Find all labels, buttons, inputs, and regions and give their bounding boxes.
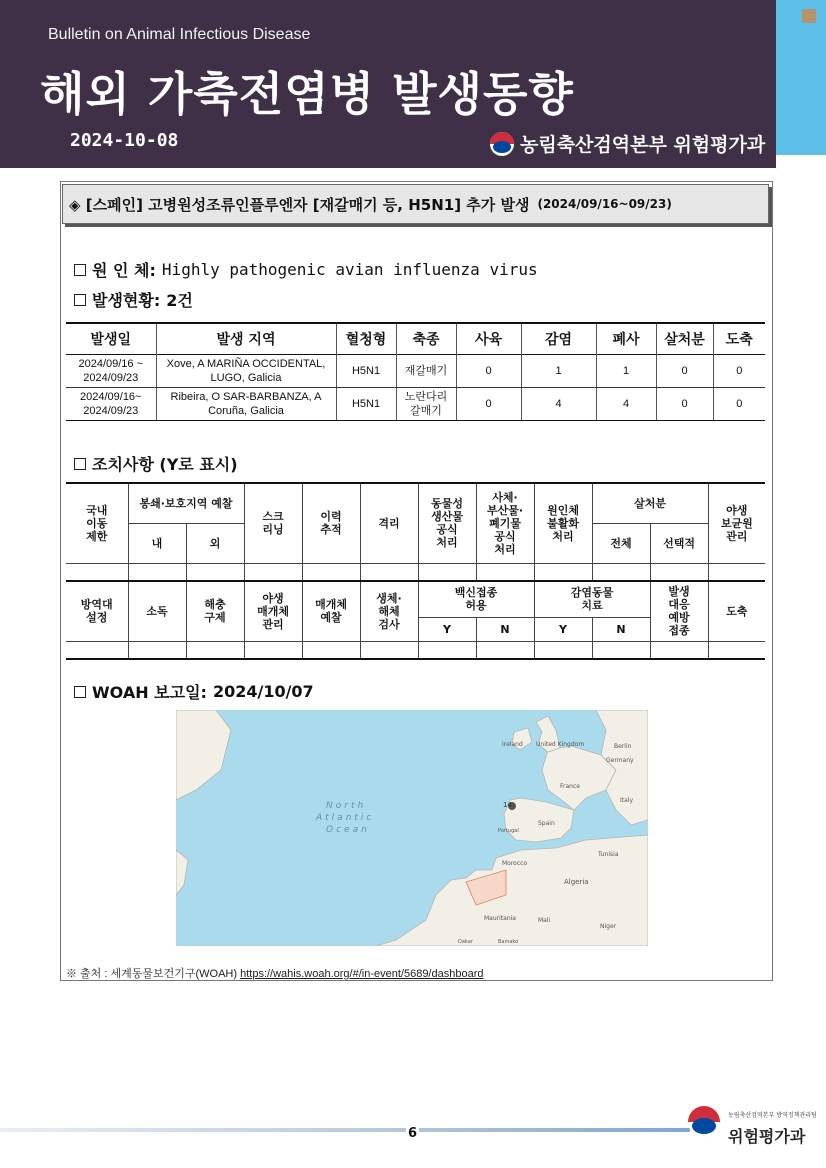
section-period: (2024/09/16~09/23) [537, 197, 672, 211]
value-cell [418, 641, 476, 659]
cell-slaughter: 0 [713, 388, 765, 421]
value-cell [708, 563, 765, 581]
checkbox-square-icon [74, 264, 86, 276]
checkbox-square-icon [74, 686, 86, 698]
map-graphic [176, 710, 648, 946]
measure-zone-out: 외 [186, 523, 244, 563]
table-header-row [66, 323, 765, 355]
value-cell [244, 641, 302, 659]
value-cell [66, 641, 128, 659]
source-prefix: ※ 출처 : 세계동물보건기구(WOAH) [66, 968, 238, 980]
pathogen-line [74, 258, 538, 281]
cell-date: 2024/09/16 ~ 2024/09/23 [66, 355, 156, 388]
measure-culling: 살처분 [592, 483, 708, 523]
col-header: 감염 [521, 323, 596, 355]
col-header: 발생 지역 [156, 323, 336, 355]
col-header: 사육 [456, 323, 521, 355]
country-label: Portugal [498, 828, 519, 834]
bulletin-label: Bulletin on Animal Infectious Disease [48, 26, 311, 43]
pathogen-label: 원 인 체: [92, 261, 156, 280]
value-cell [302, 563, 360, 581]
org-label [490, 130, 765, 157]
section-title [62, 184, 769, 224]
measure-disinfect: 소독 [128, 581, 186, 641]
outbreak-map[interactable] [176, 710, 648, 946]
status-label: 발생현황: [92, 291, 161, 310]
cell-serotype: H5N1 [336, 355, 396, 388]
vaccine-n: N [476, 617, 534, 641]
country-label: Spain [538, 820, 555, 827]
country-label: Mali [538, 917, 551, 924]
status-line [74, 288, 193, 311]
country-label: Morocco [502, 860, 528, 867]
col-header: 발생일 [66, 323, 156, 355]
cell-infected: 1 [521, 355, 596, 388]
cell-location: Xove, A MARIÑA OCCIDENTAL, LUGO, Galicia [156, 355, 336, 388]
cell-slaughter: 0 [713, 355, 765, 388]
report-date: 2024-10-08 [70, 130, 179, 151]
treatment-n: N [592, 617, 650, 641]
ocean-label-1: North [326, 801, 367, 811]
cell-location: Ribeira, O SAR-BARBANZA, A Coruña, Galicia [156, 388, 336, 421]
cell-infected: 4 [521, 388, 596, 421]
value-cell [476, 641, 534, 659]
page-number: 6 [408, 1126, 418, 1141]
taegeuk-emblem-icon [490, 132, 514, 156]
measures-line [74, 452, 238, 475]
cell-culled: 0 [656, 388, 713, 421]
measure-treatment: 감염동물 치료 [534, 581, 650, 617]
cell-serotype: H5N1 [336, 388, 396, 421]
country-label: Mauritania [484, 915, 516, 922]
outbreak-table [66, 322, 765, 421]
source-note [66, 965, 483, 981]
status-value: 2건 [166, 291, 193, 310]
cell-date: 2024/09/16~ 2024/09/23 [66, 388, 156, 421]
cell-dead: 4 [596, 388, 656, 421]
measure-vector-surv: 매개체 예찰 [302, 581, 360, 641]
vaccine-y: Y [418, 617, 476, 641]
measure-wild-vector: 야생 매개체 관리 [244, 581, 302, 641]
cell-culled: 0 [656, 355, 713, 388]
measure-prevent: 발생 대응 예방 접종 [650, 581, 708, 641]
value-cell [244, 563, 302, 581]
measure-screening: 스크 리닝 [244, 483, 302, 563]
value-cell [534, 563, 592, 581]
woah-line [74, 680, 314, 703]
col-header: 도축 [713, 323, 765, 355]
value-cell [66, 563, 128, 581]
measures-value-row [66, 641, 765, 659]
value-cell [476, 563, 534, 581]
value-cell [302, 641, 360, 659]
country-label: Ireland [502, 741, 523, 748]
country-label: Niger [600, 923, 617, 930]
footer-dept: 위험평가과 [728, 1127, 806, 1146]
measure-zoning: 방역대 설정 [66, 581, 128, 641]
country-label: Tunisia [598, 851, 619, 858]
footer-divider [0, 1128, 690, 1132]
taegeuk-logo-icon [688, 1106, 720, 1138]
measures-value-row [66, 563, 765, 581]
measure-slaughter: 도축 [708, 581, 765, 641]
section-heading: ◈ [스페인] 고병원성조류인플루엔자 [재갈매기 등, H5N1] 추가 발생 [69, 195, 530, 214]
value-cell [650, 563, 708, 581]
table-row [66, 388, 765, 421]
country-label: Germany [606, 757, 634, 764]
ocean-label-3: Ocean [326, 825, 370, 835]
country-label: Italy [620, 797, 634, 804]
cell-species: 노란다리 갈매기 [396, 388, 456, 421]
value-cell [592, 563, 650, 581]
col-header: 축종 [396, 323, 456, 355]
measure-product: 동물성 생산물 공식 처리 [418, 483, 476, 563]
ocean-label-2: Atlantic [316, 813, 375, 823]
measure-quarantine: 격리 [360, 483, 418, 563]
measure-dissection: 생체· 해체 검사 [360, 581, 418, 641]
checkbox-square-icon [74, 294, 86, 306]
measure-vaccine: 백신접종 허용 [418, 581, 534, 617]
table-row [66, 355, 765, 388]
value-cell [592, 641, 650, 659]
country-label: Algeria [564, 878, 589, 886]
col-header: 혈청형 [336, 323, 396, 355]
pathogen-value: Highly pathogenic avian influenza virus [161, 260, 538, 279]
side-accent-bar [776, 0, 826, 155]
cell-dead: 1 [596, 355, 656, 388]
measure-culling-select: 선택적 [650, 523, 708, 563]
cell-raised: 0 [456, 388, 521, 421]
value-cell [708, 641, 765, 659]
measures-table [66, 482, 765, 660]
country-label: France [560, 783, 580, 790]
country-label: Dakar [458, 939, 473, 945]
measure-wild: 야생 보균원 관리 [708, 483, 765, 563]
value-cell [534, 641, 592, 659]
value-cell [418, 563, 476, 581]
org-name: 농림축산검역본부 위험평가과 [520, 134, 766, 156]
checkbox-square-icon [74, 458, 86, 470]
country-label: Berlin [614, 743, 632, 750]
measures-title: 조치사항 (Y로 표시) [92, 455, 238, 474]
page-title: 해외 가축전염병 발생동향 [40, 67, 574, 121]
measure-carcass: 사체· 부산물· 폐기물 공식 처리 [476, 483, 534, 563]
woah-label: WOAH 보고일: [92, 683, 207, 702]
col-header: 살처분 [656, 323, 713, 355]
country-label: United Kingdom [536, 741, 585, 748]
measure-zone-in: 내 [128, 523, 186, 563]
source-url-link[interactable]: https://wahis.woah.org/#/in-event/5689/dashboard [240, 968, 484, 980]
measure-domestic: 국내 이동 제한 [66, 483, 128, 563]
corner-square [802, 9, 816, 23]
value-cell [128, 563, 186, 581]
col-header: 폐사 [596, 323, 656, 355]
measure-culling-all: 전체 [592, 523, 650, 563]
measure-trace: 이력 추적 [302, 483, 360, 563]
value-cell [360, 641, 418, 659]
woah-date: 2024/10/07 [212, 682, 314, 701]
measure-pest: 해충 구제 [186, 581, 244, 641]
value-cell [186, 563, 244, 581]
value-cell [650, 641, 708, 659]
cell-species: 재갈매기 [396, 355, 456, 388]
country-label: Bamako [498, 939, 519, 945]
measure-inactivation: 원인체 불활화 처리 [534, 483, 592, 563]
value-cell [128, 641, 186, 659]
cell-raised: 0 [456, 355, 521, 388]
outbreak-marker-label: 14 [503, 801, 512, 809]
measure-zone: 봉쇄·보호지역 예찰 [128, 483, 244, 523]
value-cell [186, 641, 244, 659]
value-cell [360, 563, 418, 581]
treatment-y: Y [534, 617, 592, 641]
footer-org-small: 농림축산검역본부 방역정책관리팀 [728, 1112, 817, 1119]
